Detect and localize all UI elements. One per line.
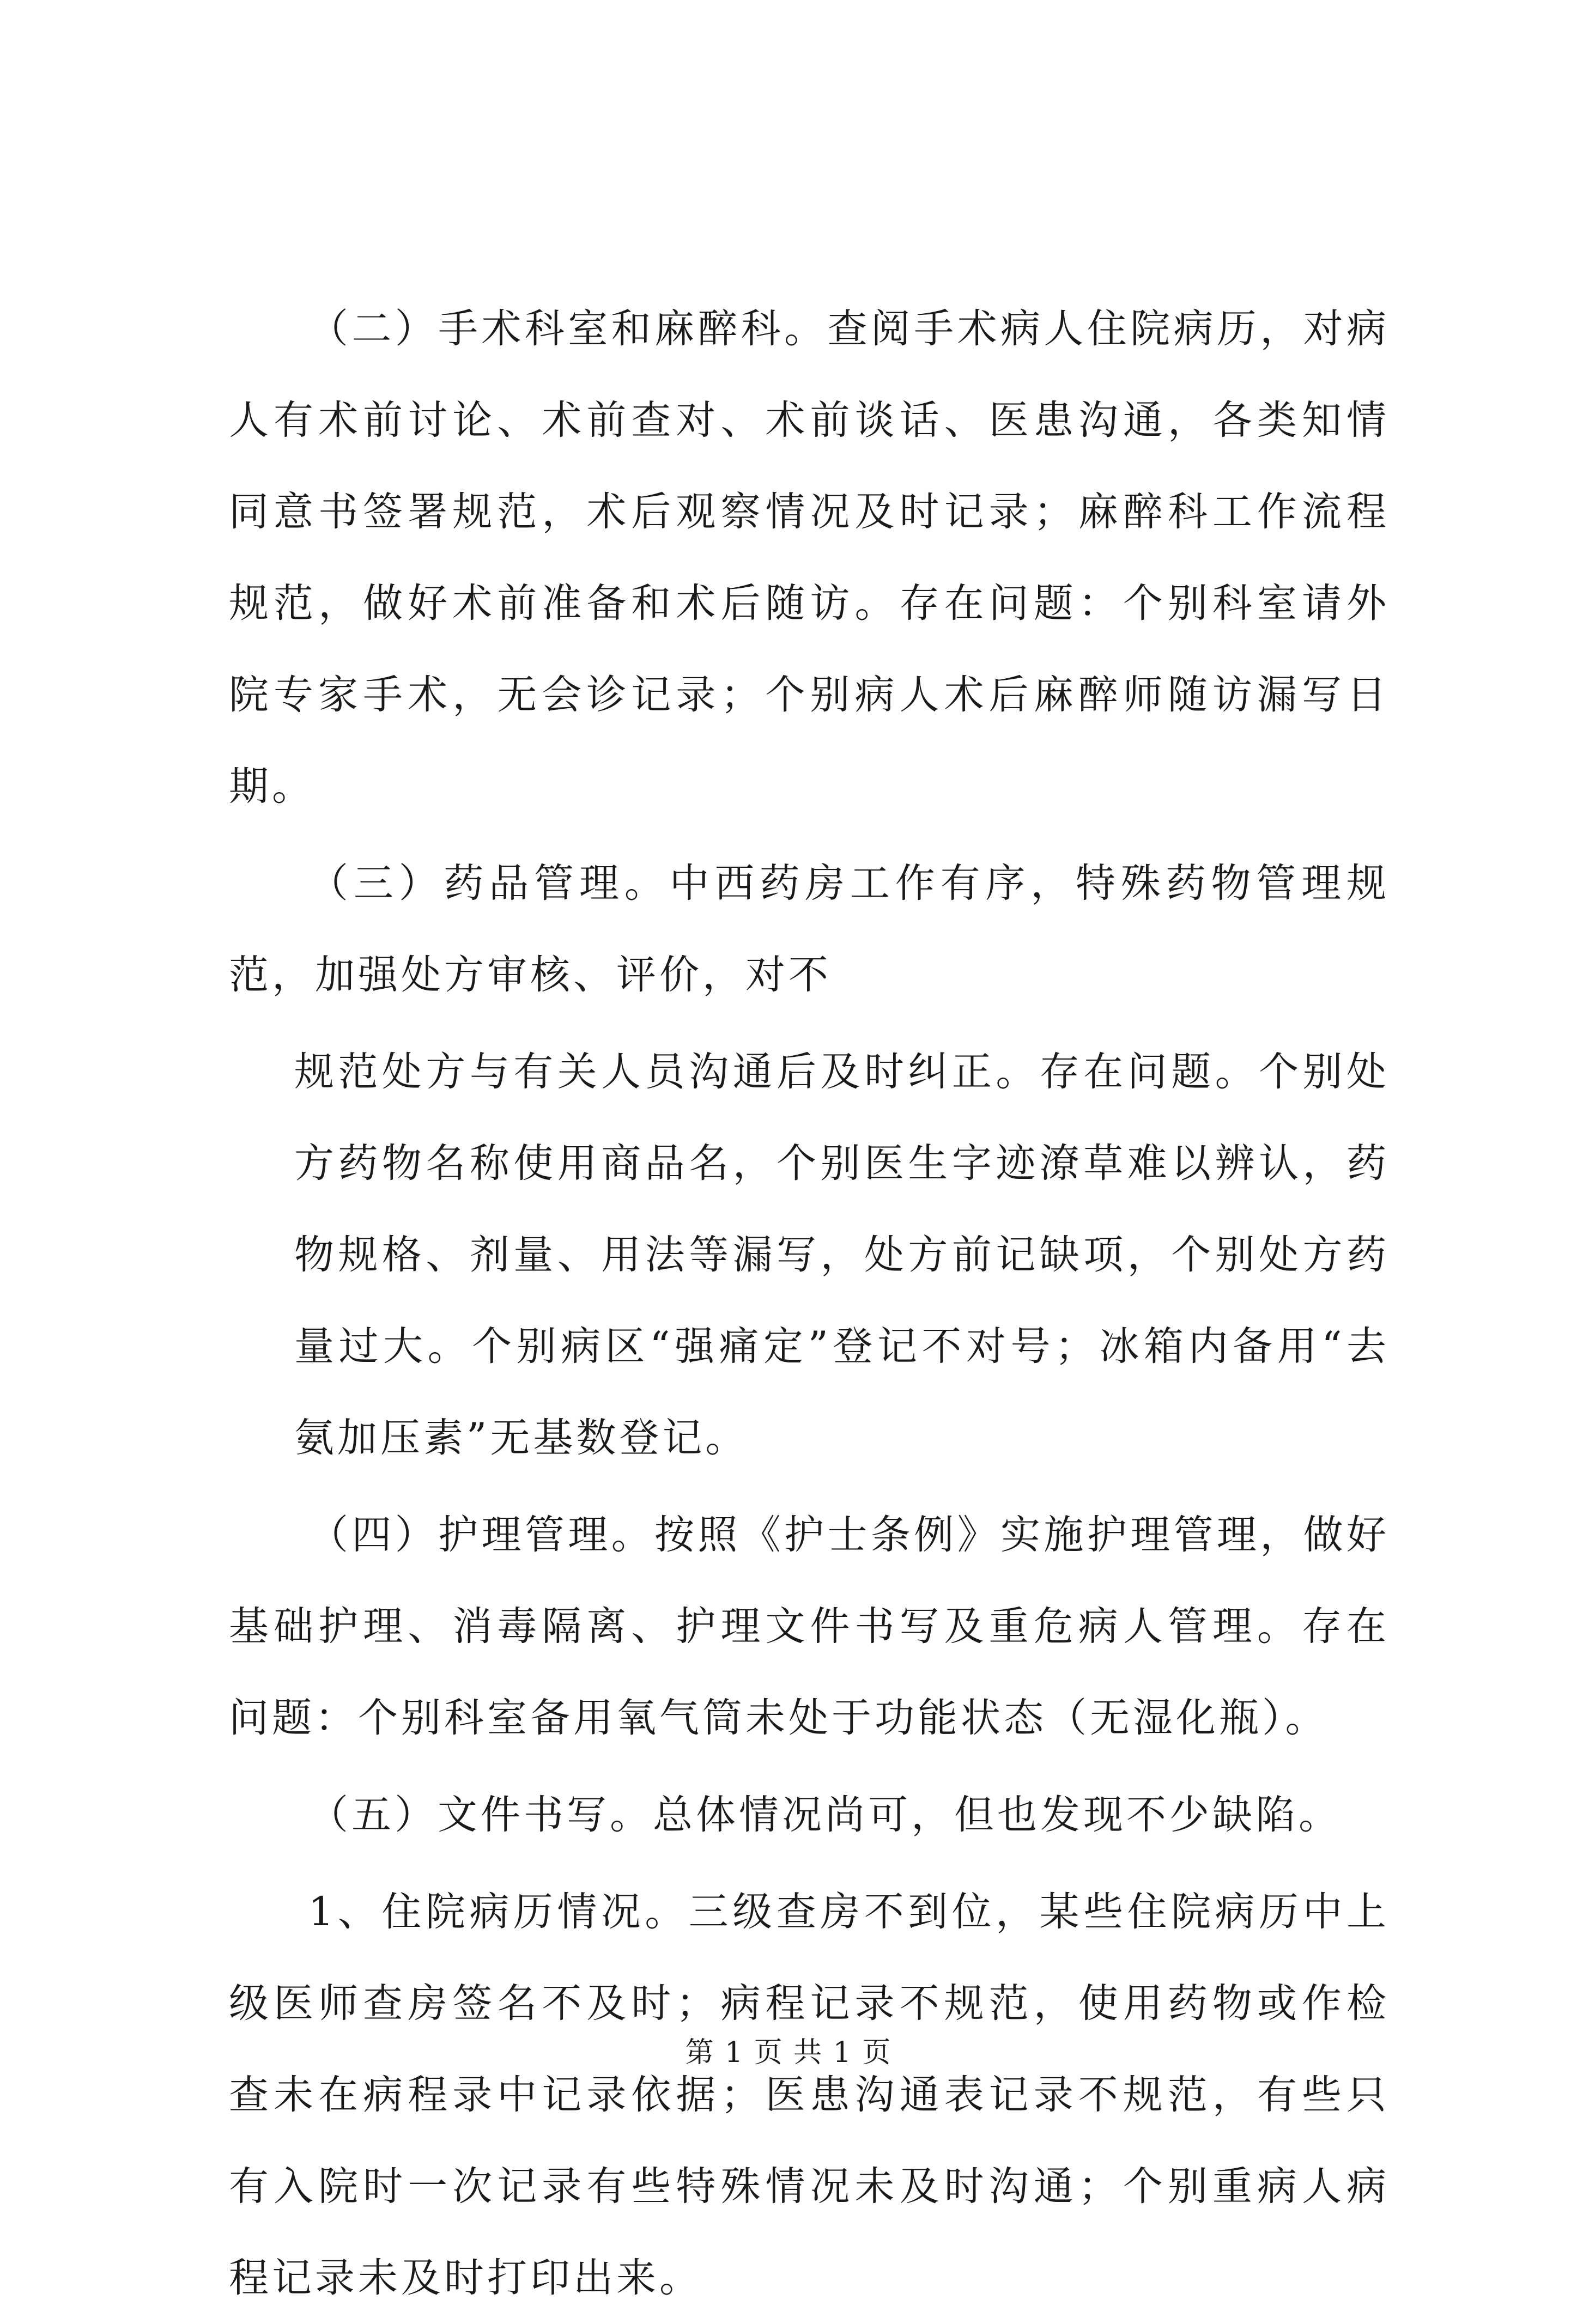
paragraph-document-writing: （五）文件书写。总体情况尚可，但也发现不少缺陷。 [308, 1792, 1342, 1838]
paragraph-surgery-anesthesia: （二）手术科室和麻醉科。查阅手术病人住院病历，对病人有术前讨论、术前查对、术前谈话、医患沟通，各类知情同意书签署规范，术后观察情况及时记录；麻醉科工作流程规范，做好术前准备和术后随访。存在问题：个别科室请外院专家手术，无会诊记录；个别病人术后麻醉师随访漏写日期。 [229, 306, 1390, 810]
paragraph-drug-management-intro: （三）药品管理。中西药房工作有序，特殊药物管理规范，加强处方审核、评价，对不 [229, 860, 1390, 998]
paragraph-inpatient-records: 1、住院病历情况。三级查房不到位，某些住院病历中上级医师查房签名不及时；病程记录不规范，使用药物或作检查未在病程录中记录依据；医患沟通表记录不规范，有些只有入院时一次记录有些特殊情况未及时沟通；个别重病人病程记录未及时打印出来。 [229, 1889, 1390, 2301]
page-footer: 第 1 页 共 1 页 [685, 2036, 892, 2069]
paragraph-nursing-management: （四）护理管理。按照《护士条例》实施护理管理，做好基础护理、消毒隔离、护理文件书写及重危病人管理。存在问题：个别科室备用氧气筒未处于功能状态（无湿化瓶）。 [229, 1512, 1390, 1741]
document-body [229, 283, 1390, 2324]
paragraph-drug-management-problems: 规范处方与有关人员沟通后及时纠正。存在问题。个别处方药物名称使用商品名，个别医生字迹潦草难以辨认，药物规格、剂量、用法等漏写，处方前记缺项，个别处方药量过大。个别病区“强痛定”登记不对号；冰箱内备用“去氨加压素”无基数登记。 [294, 1049, 1390, 1461]
